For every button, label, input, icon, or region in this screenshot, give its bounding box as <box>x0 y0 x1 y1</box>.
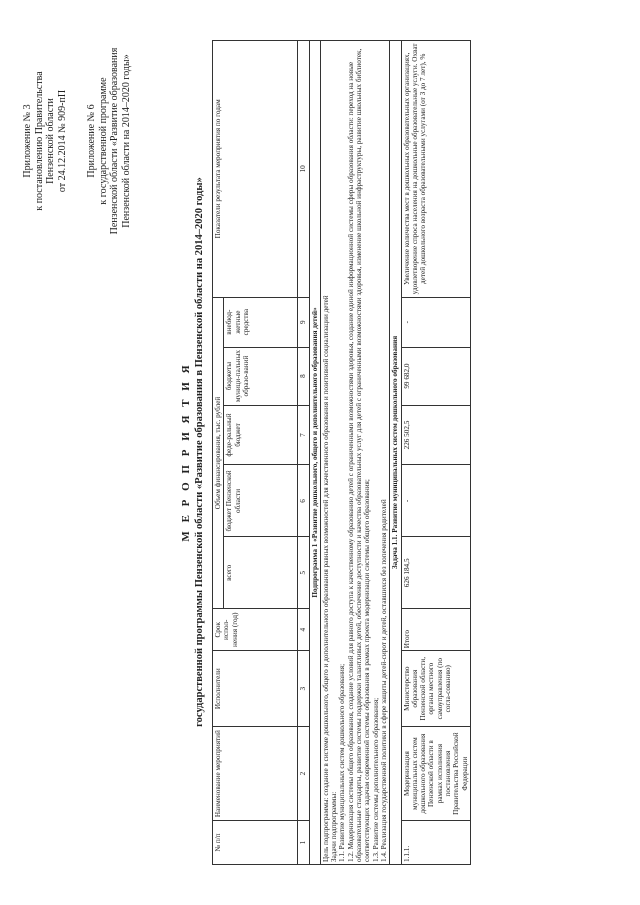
tasks-label: Задачи подпрограммы: <box>330 791 339 862</box>
col-number: 8 <box>298 347 309 405</box>
task-item: 1.3. Развитие системы дополнительного образования; <box>371 697 380 862</box>
col-number: 7 <box>298 405 309 465</box>
subprogram-title: Подпрограмма 1 «Развитие дошкольного, общего и дополнительного образования детей» <box>309 41 320 865</box>
appendix-6-line: Пензенской области на 2014–2020 годы» <box>120 54 132 228</box>
task-heading-row <box>390 41 401 865</box>
appendix-3-line: Пензенской области <box>45 98 56 184</box>
goal-tasks-row <box>320 41 389 865</box>
col-number: 3 <box>298 651 309 727</box>
goal-and-tasks <box>320 41 389 865</box>
header-exec: Исполнители <box>213 651 298 727</box>
row-extra: - <box>401 297 470 347</box>
header-regional: бюджет Пензенской области <box>224 465 298 537</box>
header-term: Срок испол-нения (год) <box>213 609 298 651</box>
row-num: 1.1.1. <box>401 821 470 865</box>
header-federal: феде-ральный бюджет <box>224 405 298 465</box>
appendix-6-block <box>86 21 132 261</box>
header-indicators: Показатели результата мероприятия по годам <box>213 41 298 298</box>
document-page <box>20 7 620 897</box>
appendix-3-line: Приложение № 3 <box>22 104 33 178</box>
appendix-3-line: к постановлению Правительства <box>33 71 45 211</box>
row-total: 626 184,5 <box>401 537 470 609</box>
header-municipal: бюджеты муници-пальных образо-ваний <box>224 347 298 405</box>
measures-table <box>212 40 471 865</box>
column-number-row <box>298 41 309 865</box>
header-row <box>213 41 224 865</box>
appendix-3-line: от 24.12.2014 № 909-пП <box>56 89 68 193</box>
task-heading: Задача 1.1. Развитие муниципальных систем дошкольного образования <box>390 41 401 865</box>
col-number: 2 <box>298 727 309 821</box>
appendix-3-block <box>22 21 68 261</box>
task-item: 1.2. Модернизация системы общего образования, создание условий для равного доступа к качественному образованию детей с ограниченными возможностями здоровья, создание единой информационной системы сферы образования области: переход на новые образовательные стандарты, развитие системы поддержки талантливых детей, обеспечение доступности и качества образовательных услуг для детей с ограниченными возможностями здоровья, изменение школьной инфраструктуры, развитие школьных библиотек, соответствующих задачам современной системы образования в рамках проекта модернизации системы общего образования; <box>346 48 372 862</box>
header-volume: Объем финансирования, тыс. рублей <box>213 297 224 609</box>
row-municipal: 99 682,0 <box>401 347 470 405</box>
col-number: 4 <box>298 609 309 651</box>
header-extra: внебюд-жетные средства <box>224 297 298 347</box>
row-federal: 226 502,5 <box>401 405 470 465</box>
subprogram-goal: Цель подпрограммы: создание в системе дошкольного, общего и дополнительного образования равных возможностей для качественного образования и позитивной социализации детей <box>321 295 330 862</box>
row-term: Итого <box>401 609 470 651</box>
row-regional: - <box>401 465 470 537</box>
col-number: 9 <box>298 297 309 347</box>
header-num: № п/п <box>213 821 298 865</box>
task-item: 1.4. Реализация государственной политики в сфере защиты детей-сирот и детей, оставшихся без попечения родителей <box>379 499 388 862</box>
header-total: всего <box>224 537 298 609</box>
col-number: 1 <box>298 821 309 865</box>
document-title: М Е Р О П Р И Я Т И Я <box>180 362 192 542</box>
row-name: Модернизация муниципальных систем дошкольного образования Пензенской области в рамках исполнения постановления Правительства Российской Федерации <box>401 727 470 821</box>
subprogram-row <box>309 41 320 865</box>
col-number: 6 <box>298 465 309 537</box>
col-number: 5 <box>298 537 309 609</box>
appendix-6-line: Пензенской области «Развитие образования <box>109 47 120 235</box>
table-row <box>401 41 470 865</box>
header-name: Наименование мероприятий <box>213 727 298 821</box>
appendix-6-line: к государственной программе <box>97 77 109 205</box>
row-exec: Министерство образования Пензенской области, органы местного самоуправления (по согла-сованию) <box>401 651 470 727</box>
col-number: 10 <box>298 41 309 298</box>
task-item: 1.1. Развитие муниципальных систем дошкольного образования; <box>338 663 347 862</box>
document-subtitle: государственной программы Пензенской области «Развитие образования в Пензенской области на 2014–2020 годы» <box>194 177 205 727</box>
appendix-6-line: Приложение № 6 <box>86 104 97 178</box>
row-indicator: Увеличение количества мест в дошкольных образовательных организациях, удовлетворение спроса населения на дошкольные образовательные услуги. Охват детей дошкольного возраста образовательными услугами (от 3 до 7 лет), % <box>401 41 470 298</box>
